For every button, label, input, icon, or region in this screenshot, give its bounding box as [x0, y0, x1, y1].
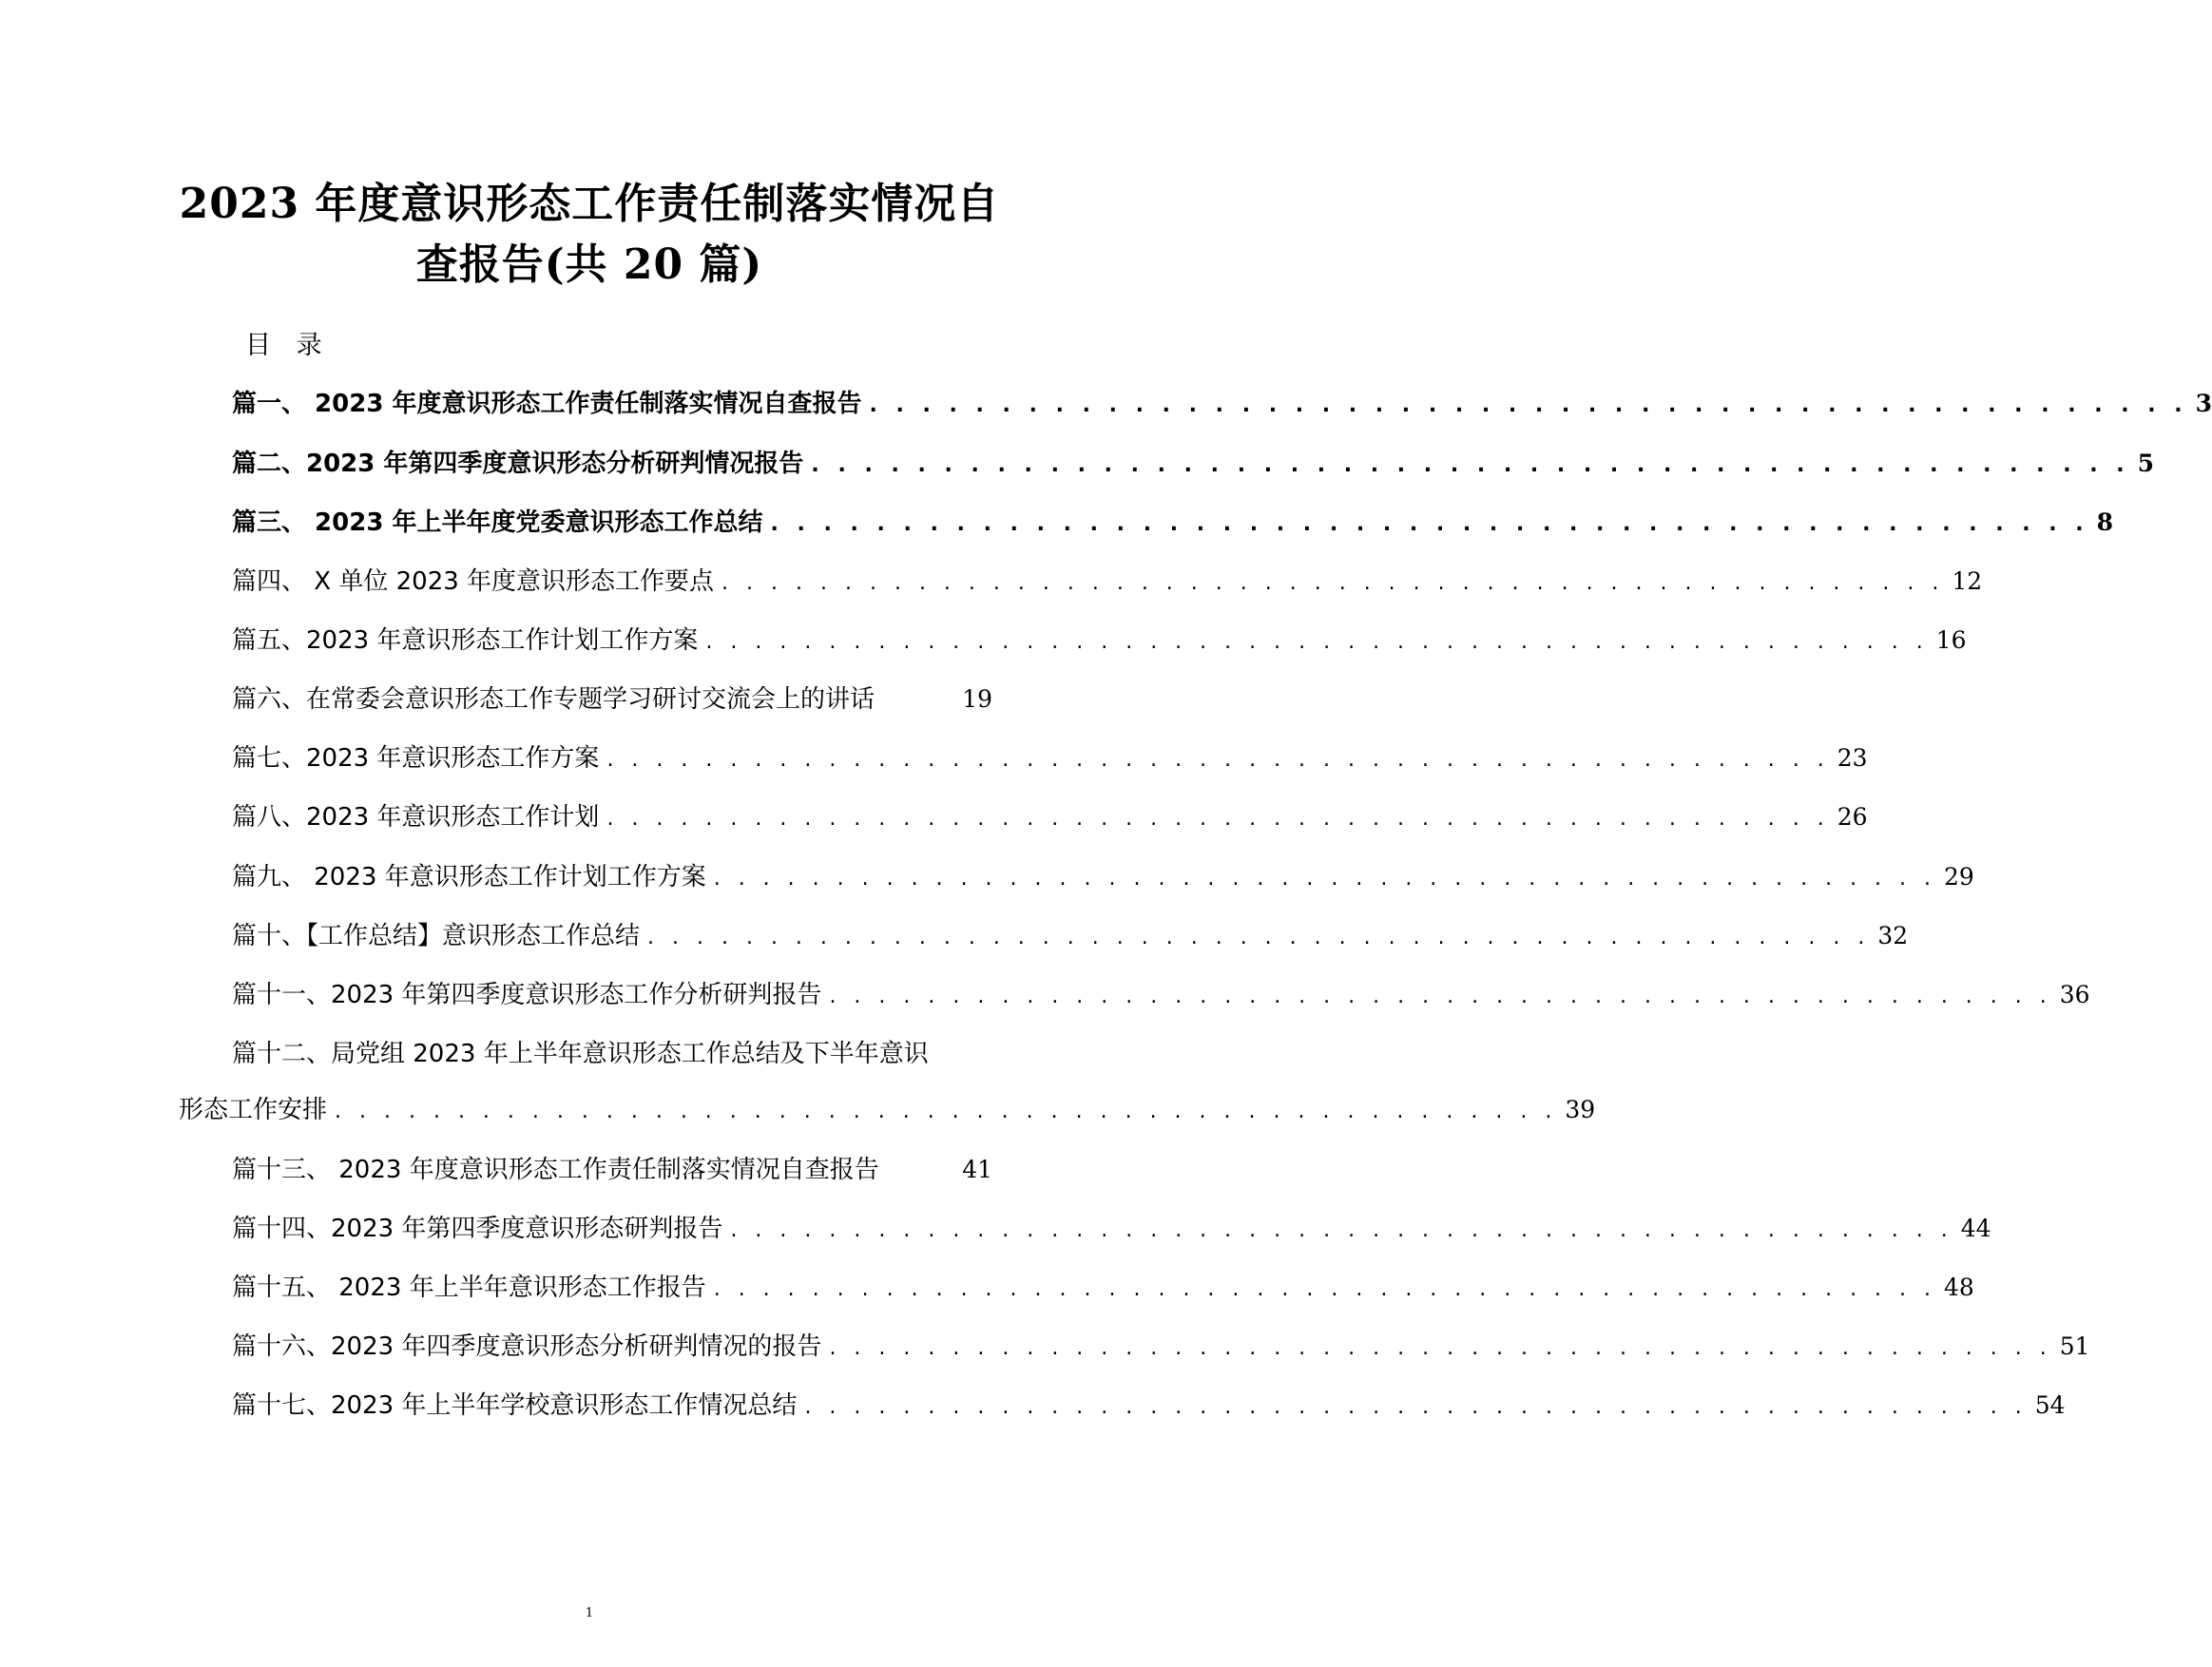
toc-entry-10[interactable] — [232, 917, 1909, 955]
page-number: 1 — [585, 1606, 594, 1620]
toc-entry-15[interactable] — [232, 1269, 1974, 1307]
toc-entry-13[interactable] — [232, 1151, 992, 1189]
toc-entry-2[interactable] — [232, 445, 2154, 483]
toc-page-number: 23 — [1837, 744, 1868, 772]
toc-entry-16[interactable] — [232, 1328, 2090, 1366]
toc-leader-dots: . . . . . . . . . . . . . . . . . . . . . . . . . . . . . . . . . . . . . . . . . . . . . . . . . . — [705, 630, 1929, 654]
toc-leader-dots: . . . . . . . . . . . . . . . . . . . . . . . . . . . . . . . . . . . . . . . . . . . . . . . . . . — [770, 512, 2089, 536]
toc-entry-17[interactable] — [232, 1387, 2066, 1425]
toc-leader-dots: . . . . . . . . . . . . . . . . . . . . . . . . . . . . . . . . . . . . . . . . . . . . . . . . . . — [335, 1100, 1558, 1123]
toc-entry-4[interactable] — [232, 563, 1983, 601]
toc-entry-12-continued[interactable] — [179, 1091, 1596, 1129]
toc-leader-dots: . . . . . . . . . . . . . . . . . . . . . . . . . . . . . . . . . . . . . . . . . . . . . . . . . . — [721, 571, 1945, 595]
toc-page-number: 26 — [1837, 803, 1868, 831]
toc-entry-title: 篇十六、2023 年四季度意识形态分析研判情况的报告 — [232, 1332, 822, 1361]
toc-leader-dots: . . . . . . . . . . . . . . . . . . . . . . . . . . . . . . . . . . . . . . . . . . . . . . . . . . — [869, 393, 2188, 417]
document-title-line-1: 2023 年度意识形态工作责任制落实情况自 — [179, 180, 1000, 228]
toc-leader-dots: . . . . . . . . . . . . . . . . . . . . . . . . . . . . . . . . . . . . . . . . . . . . . . . . . . — [713, 1277, 1937, 1301]
toc-entry-title: 篇十、【工作总结】意识形态工作总结 — [232, 922, 641, 950]
toc-leader-dots: . . . . . . . . . . . . . . . . . . . . . . . . . . . . . . . . . . . . . . . . . . . . . . . . . . — [606, 748, 1830, 772]
toc-entry-1[interactable] — [232, 385, 2212, 423]
toc-leader-dots: . . . . . . . . . . . . . . . . . . . . . . . . . . . . . . . . . . . . . . . . . . . . . . . . . . — [829, 985, 2052, 1008]
toc-entry-6[interactable] — [232, 680, 992, 719]
toc-entry-9[interactable] — [232, 858, 1974, 896]
toc-page-number: 5 — [2137, 450, 2154, 477]
toc-entry-title: 篇四、 X 单位 2023 年度意识形态工作要点 — [232, 567, 715, 596]
toc-entry-title: 篇五、2023 年意识形态工作计划工作方案 — [232, 626, 699, 655]
toc-entry-title: 篇一、 2023 年度意识形态工作责任制落实情况自查报告 — [232, 390, 862, 418]
toc-page-number: 16 — [1935, 626, 1967, 654]
toc-page-number: 8 — [2096, 508, 2114, 536]
toc-page-number: 48 — [1944, 1274, 1974, 1301]
toc-page-number: 12 — [1952, 567, 1983, 595]
toc-entry-title: 篇十七、2023 年上半年学校意识形态工作情况总结 — [232, 1391, 798, 1420]
toc-entry-7[interactable] — [232, 739, 1868, 777]
toc-entry-title: 篇二、2023 年第四季度意识形态分析研判情况报告 — [232, 450, 804, 478]
toc-entry-title: 篇七、2023 年意识形态工作方案 — [232, 744, 600, 773]
document-title-line-2: 查报告(共 20 篇) — [415, 240, 763, 289]
toc-leader-dots: . . . . . . . . . . . . . . . . . . . . . . . . . . . . . . . . . . . . . . . . . . . . . . . . . . — [811, 453, 2130, 477]
toc-entry-title: 篇十二、局党组 2023 年上半年意识形态工作总结及下半年意识 — [232, 1040, 929, 1068]
toc-entry-title: 篇十五、 2023 年上半年意识形态工作报告 — [232, 1274, 706, 1302]
toc-entry-title: 篇九、 2023 年意识形态工作计划工作方案 — [232, 863, 706, 891]
toc-page-number: 19 — [962, 685, 992, 713]
toc-entry-12[interactable] — [232, 1035, 992, 1073]
toc-entry-title: 篇十三、 2023 年度意识形态工作责任制落实情况自查报告 — [232, 1156, 879, 1184]
toc-entry-title: 形态工作安排 — [179, 1096, 328, 1124]
toc-page-number: 36 — [2059, 981, 2090, 1008]
toc-entry-5[interactable] — [232, 622, 1967, 660]
toc-entry-11[interactable] — [232, 976, 2090, 1014]
toc-page-number: 54 — [2034, 1391, 2066, 1419]
toc-page-number: 29 — [1944, 863, 1974, 891]
toc-page-number: 44 — [1960, 1215, 1991, 1242]
toc-entry-title: 篇六、在常委会意识形态工作专题学习研讨交流会上的讲话 — [232, 685, 875, 714]
toc-entry-3[interactable] — [232, 504, 2114, 542]
toc-leader-dots: . . . . . . . . . . . . . . . . . . . . . . . . . . . . . . . . . . . . . . . . . . . . . . . . . . — [713, 867, 1937, 891]
toc-entry-title: 篇三、 2023 年上半年度党委意识形态工作总结 — [232, 508, 763, 537]
toc-entry-14[interactable] — [232, 1210, 1991, 1248]
toc-page-number: 39 — [1565, 1096, 1596, 1123]
toc-leader-dots: . . . . . . . . . . . . . . . . . . . . . . . . . . . . . . . . . . . . . . . . . . . . . . . . . . — [647, 926, 1871, 949]
toc-page-number: 41 — [962, 1156, 992, 1183]
toc-entry-title: 篇十四、2023 年第四季度意识形态研判报告 — [232, 1215, 723, 1243]
toc-page-number: 51 — [2059, 1332, 2090, 1360]
toc-leader-dots: . . . . . . . . . . . . . . . . . . . . . . . . . . . . . . . . . . . . . . . . . . . . . . . . . . — [829, 1336, 2052, 1360]
toc-heading: 目 录 — [245, 331, 322, 360]
toc-entry-title: 篇八、2023 年意识形态工作计划 — [232, 803, 600, 832]
toc-page-number: 32 — [1877, 922, 1909, 949]
toc-entry-8[interactable] — [232, 798, 1868, 836]
toc-leader-dots: . . . . . . . . . . . . . . . . . . . . . . . . . . . . . . . . . . . . . . . . . . . . . . . . . . — [804, 1395, 2028, 1419]
toc-leader-dots: . . . . . . . . . . . . . . . . . . . . . . . . . . . . . . . . . . . . . . . . . . . . . . . . . . — [730, 1218, 1953, 1242]
toc-leader-dots: . . . . . . . . . . . . . . . . . . . . . . . . . . . . . . . . . . . . . . . . . . . . . . . . . . — [606, 807, 1830, 831]
toc-page-number: 3 — [2195, 390, 2212, 417]
toc-entry-title: 篇十一、2023 年第四季度意识形态工作分析研判报告 — [232, 981, 822, 1009]
